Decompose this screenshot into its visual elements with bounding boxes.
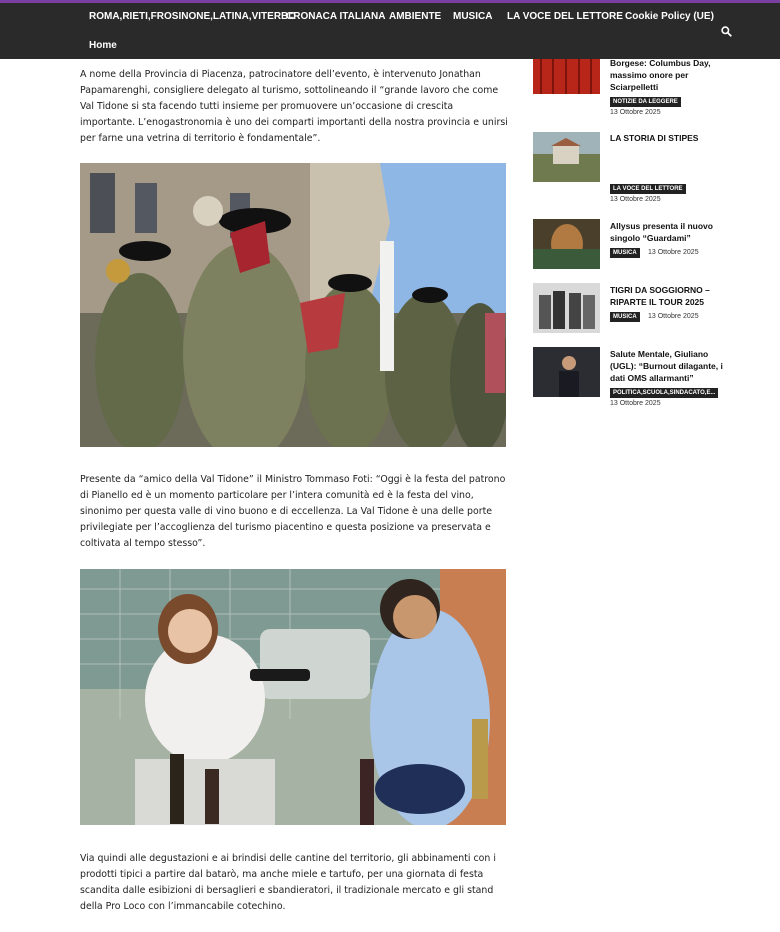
- sidebar-post-date-3: 13 Ottobre 2025: [648, 249, 699, 256]
- search-icon[interactable]: [721, 26, 732, 37]
- sidebar-category-badge-5[interactable]: POLITICA,SCUOLA,SINDACATO,E...: [610, 388, 718, 398]
- sidebar-thumb-5[interactable]: [533, 347, 600, 397]
- article-paragraph-1: A nome della Provincia di Piacenza, patrocinatore dell’evento, è intervenuto Jonathan Papamarenghi, consigliere delegato al turismo, sottolineando il “grande lavoro che come Val Tidone si sta facendo tutti insieme per promuovere un’occasione di crescita importante. L’enogastronomia è uno dei comparti importanti della nostra provincia e unirsi per farne una vetrina di territorio è fondamentale”.: [80, 69, 508, 144]
- nav-item-ambiente[interactable]: AMBIENTE: [389, 11, 442, 22]
- sidebar-post-title-2[interactable]: LA STORIA DI STIPES: [610, 133, 699, 143]
- band-parade-photo: [80, 163, 506, 447]
- sidebar-category-badge-2[interactable]: LA VOCE DEL LETTORE: [610, 184, 686, 194]
- sidebar-thumb-2[interactable]: [533, 132, 600, 182]
- sidebar-post-date-5: 13 Ottobre 2025: [610, 400, 661, 407]
- top-navigation-bar: [0, 0, 780, 59]
- sidebar-post-date-4: 13 Ottobre 2025: [648, 313, 699, 320]
- sidebar-post-date-2: 13 Ottobre 2025: [610, 196, 661, 203]
- nav-item-musica[interactable]: MUSICA: [453, 11, 493, 22]
- sidebar-post-title-1[interactable]: Borgese: Columbus Day, massimo onore per Sciarpelletti: [610, 58, 711, 92]
- sidebar-post-title-5[interactable]: Salute Mentale, Giuliano (UGL): “Burnout dilagante, i dati OMS allarmanti”: [610, 349, 723, 383]
- sidebar-thumb-1[interactable]: [533, 59, 600, 94]
- nav-item-regions[interactable]: ROMA,RIETI,FROSINONE,LATINA,VITERBO: [89, 11, 297, 22]
- sidebar-thumb-3[interactable]: [533, 219, 600, 269]
- wine-tasting-photo: [80, 569, 506, 825]
- nav-item-home[interactable]: Home: [89, 40, 117, 51]
- nav-item-cookie-policy[interactable]: Cookie Policy (UE): [625, 11, 714, 22]
- nav-item-cronaca-italiana[interactable]: CRONACA ITALIANA: [286, 11, 386, 22]
- sidebar-post-date-1: 13 Ottobre 2025: [610, 109, 661, 116]
- nav-item-voce-del-lettore[interactable]: LA VOCE DEL LETTORE: [507, 11, 623, 22]
- sidebar-post-title-4[interactable]: TIGRI DA SOGGIORNO – RIPARTE IL TOUR 2025: [610, 285, 710, 307]
- sidebar-post-title-3[interactable]: Allysus presenta il nuovo singolo “Guardami”: [610, 221, 713, 243]
- sidebar-thumb-4[interactable]: [533, 283, 600, 333]
- sidebar-category-badge-4[interactable]: MUSICA: [610, 312, 640, 322]
- sidebar-category-badge-3[interactable]: MUSICA: [610, 248, 640, 258]
- article-paragraph-3: Via quindi alle degustazioni e ai brindisi delle cantine del territorio, gli abbinamenti con i prodotti tipici a partire dal batarò, ma anche miele e tartufo, per una giornata di festa scandita dalle esibizioni di bersaglieri e sbandieratori, il tradizionale mercato e gli stand della Pro Loco con l’immancabile cotechino.: [80, 853, 496, 912]
- article-paragraph-2: Presente da “amico della Val Tidone” il Ministro Tommaso Foti: “Oggi è la festa del patrono di Pianello ed è un momento particolare per l’intera comunità ed è la festa del vino, sinonimo per questa valle di vino buono e di eccellenza. La Val Tidone è una delle porte privilegiate per l’accoglienza del turismo piacentino e questa posizione va preservata e coltivata al tempo stesso”.: [80, 474, 506, 549]
- sidebar-category-badge-1[interactable]: NOTIZIE DA LEGGERE: [610, 97, 681, 107]
